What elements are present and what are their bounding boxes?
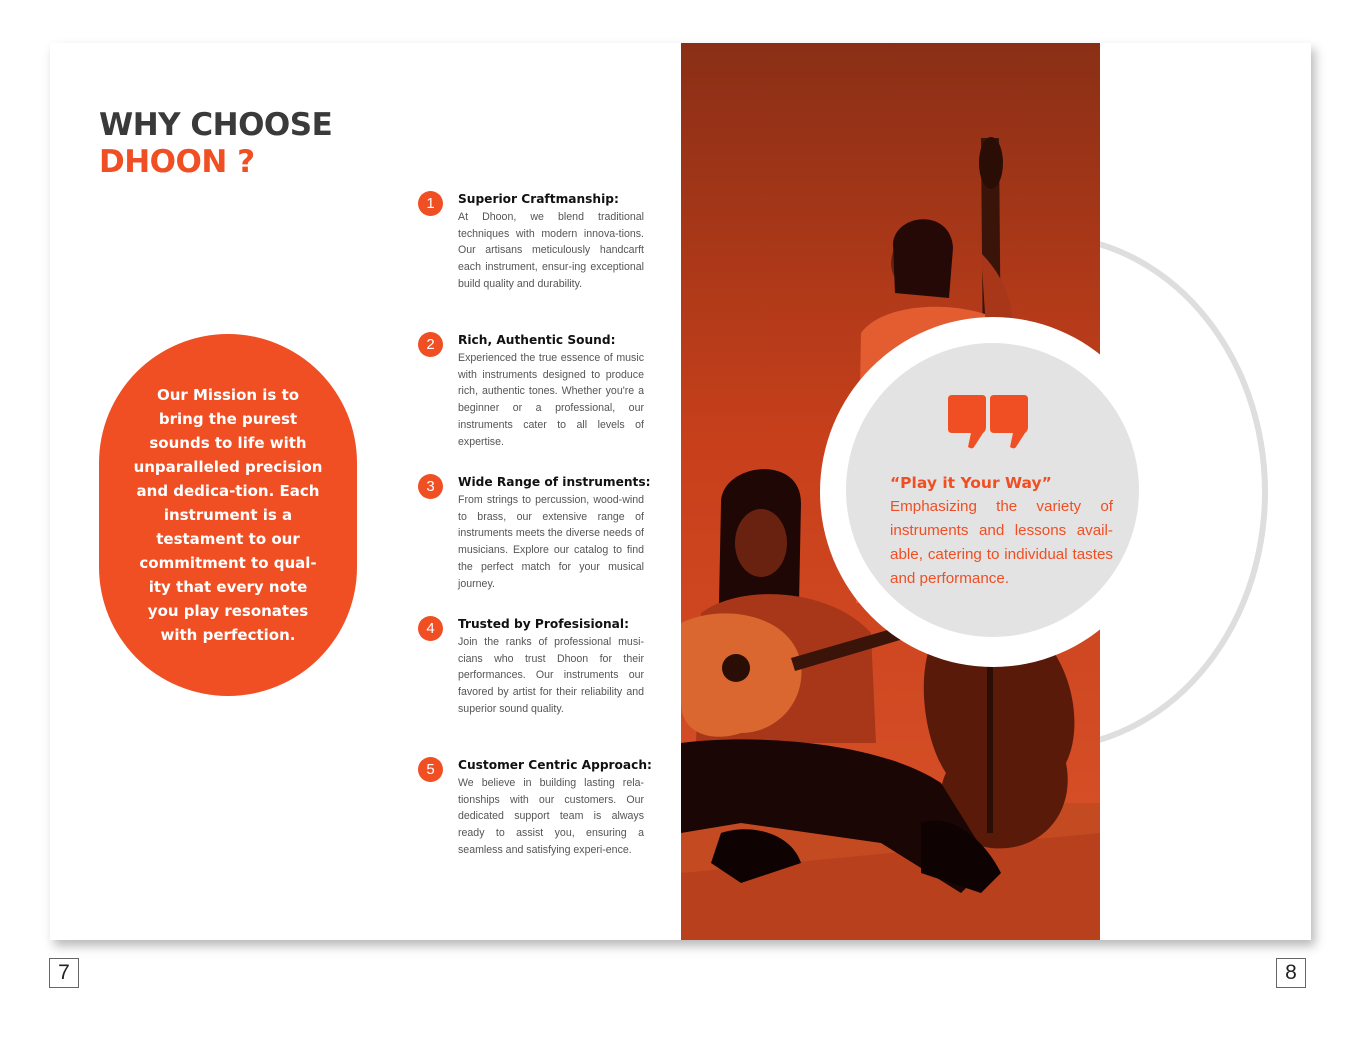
feature-title: Customer Centric Approach: xyxy=(458,758,652,772)
mission-text: Our Mission is to bring the purest sounds to life with unparalleled precision and dedica-tion. Each instrument is a testament to our commitment to qual-ity that every note you play resonates with perfection. xyxy=(133,386,323,644)
feature-title: Rich, Authentic Sound: xyxy=(458,333,616,347)
heading-line-2: DHOON ? xyxy=(99,144,255,180)
brochure-spread xyxy=(50,43,1311,940)
quote-icon xyxy=(948,395,1028,449)
feature-description: Join the ranks of professional musi-cians who trust Dhoon for their performances. Our instruments our favored by artist for their reliability and superior sound quality. xyxy=(458,636,644,715)
feature-item xyxy=(418,616,644,718)
feature-description: From strings to percussion, wood-wind to brass, our extensive range of instruments meets the diverse needs of musicians. Explore our catalog to find the perfect match for your musical journey. xyxy=(458,494,644,590)
feature-item xyxy=(418,191,644,293)
quote-title: “Play it Your Way” xyxy=(890,474,1052,492)
page-number-left: 7 xyxy=(49,958,79,988)
feature-number-badge: 1 xyxy=(418,191,443,216)
feature-description: At Dhoon, we blend traditional techniques with modern innova-tions. Our artisans meticulously handcarft each instrument, ensur-ing exceptional build quality and durability. xyxy=(458,211,644,290)
quote-block xyxy=(890,471,1113,591)
feature-number-badge: 5 xyxy=(418,757,443,782)
feature-item xyxy=(418,332,644,450)
feature-item xyxy=(418,757,652,859)
page-number-right: 8 xyxy=(1276,958,1306,988)
quote-body: Emphasizing the variety of instruments and lessons avail-able, catering to individual tastes and performance. xyxy=(890,498,1113,587)
feature-number-badge: 2 xyxy=(418,332,443,357)
feature-number-badge: 4 xyxy=(418,616,443,641)
mission-pill xyxy=(99,334,357,696)
feature-description: We believe in building lasting rela-tionships with our customers. Our dedicated support team is always ready to assist you, ensuring a seamless and satisfying experi-ence. xyxy=(458,777,644,856)
feature-number-badge: 3 xyxy=(418,474,443,499)
feature-title: Wide Range of instruments: xyxy=(458,475,651,489)
page-heading xyxy=(99,107,332,181)
heading-line-1: WHY CHOOSE xyxy=(99,107,333,143)
feature-title: Trusted by Profesisional: xyxy=(458,617,629,631)
feature-title: Superior Craftmanship: xyxy=(458,192,619,206)
feature-item xyxy=(418,474,651,592)
feature-description: Experienced the true essence of music with instruments designed to produce rich, authentic tones. Whether you're a beginner or a professional, our instruments cater to all levels of expertise. xyxy=(458,352,644,448)
